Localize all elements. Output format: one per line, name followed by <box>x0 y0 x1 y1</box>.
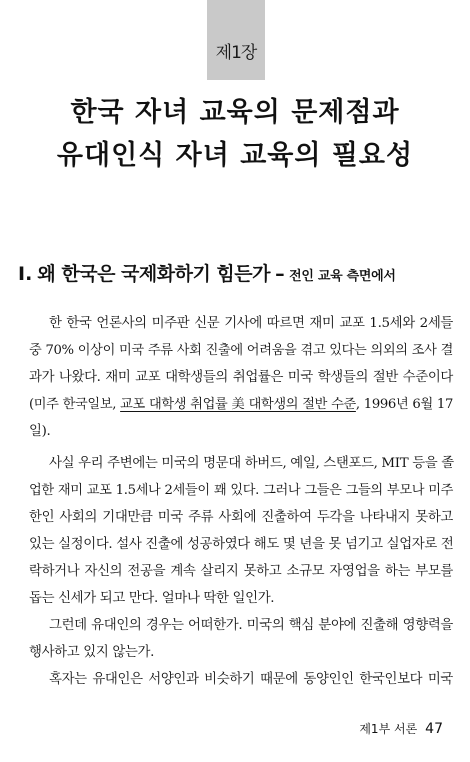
paragraph-2-line-3: 한인 사회의 기대만큼 미국 주류 사회에 진출하여 두각을 나타내지 못하고 <box>29 510 453 525</box>
paragraph-3-line-2: 행사하고 있지 않는가. <box>29 645 154 660</box>
paragraph-1-line-5: 일). <box>29 424 51 439</box>
section-dash: – <box>275 263 285 285</box>
paragraph-3-line-1: 그런데 유대인의 경우는 어떠한가. 미국의 핵심 분야에 진출해 영향력을 <box>49 618 453 633</box>
paragraph-1-line-3: 과가 나왔다. 재미 교포 대학생들의 취업률은 미국 학생들의 절반 수준이다 <box>29 370 453 385</box>
paragraph-2-line-4: 있는 실정이다. 설사 진출에 성공하였다 해도 몇 년을 못 넘기고 실업자로 전 <box>29 537 454 552</box>
citation-headline: 교포 대학생 취업률 美 대학생의 절반 수준 <box>120 397 356 412</box>
chapter-title-line-2: 유대인식 자녀 교육의 필요성 <box>56 140 414 171</box>
paragraph-2-line-5: 락하거나 자신의 전공을 계속 살리지 못하고 소규모 자영업을 하는 부모를 <box>29 564 453 579</box>
chapter-tab <box>207 0 265 80</box>
paragraph-2-line-2: 업한 재미 교포 1.5세나 2세들이 꽤 있다. 그러나 그들은 그들의 부모나 미주 <box>29 483 453 498</box>
section-number: Ⅰ. <box>18 263 33 285</box>
section-subtitle: 전인 교육 측면에서 <box>289 269 396 284</box>
footer-part-label: 제1부 서론 <box>359 722 418 736</box>
paragraph-4-line-1: 혹자는 유대인은 서양인과 비슷하기 때문에 동양인인 한국인보다 미국 <box>49 672 453 687</box>
chapter-title-line-1: 한국 자녀 교육의 문제점과 <box>70 97 400 128</box>
paragraph-2-line-1: 사실 우리 주변에는 미국의 명문대 하버드, 예일, 스탠포드, MIT 등을 졸 <box>49 456 454 471</box>
paragraph-1-line-2: 중 70% 이상이 미국 주류 사회 진출에 어려움을 겪고 있다는 의외의 조사 결 <box>29 343 453 358</box>
page-number: 47 <box>425 721 443 737</box>
citation-source: (미주 한국일보, <box>29 397 121 412</box>
page-footer <box>359 720 443 737</box>
paragraph-1-line-4 <box>29 393 453 417</box>
section-heading <box>18 259 396 286</box>
chapter-label: 제1장 <box>215 43 257 63</box>
paragraph-2-line-6: 돕는 신세가 되고 만다. 얼마나 딱한 일인가. <box>29 591 275 606</box>
paragraph-1-line-1: 한 한국 언론사의 미주판 신문 기사에 따르면 재미 교포 1.5세와 2세들 <box>49 316 453 331</box>
citation-date: , 1996년 6월 17 <box>355 397 453 412</box>
section-title: 왜 한국은 국제화하기 힘든가 <box>37 263 270 285</box>
